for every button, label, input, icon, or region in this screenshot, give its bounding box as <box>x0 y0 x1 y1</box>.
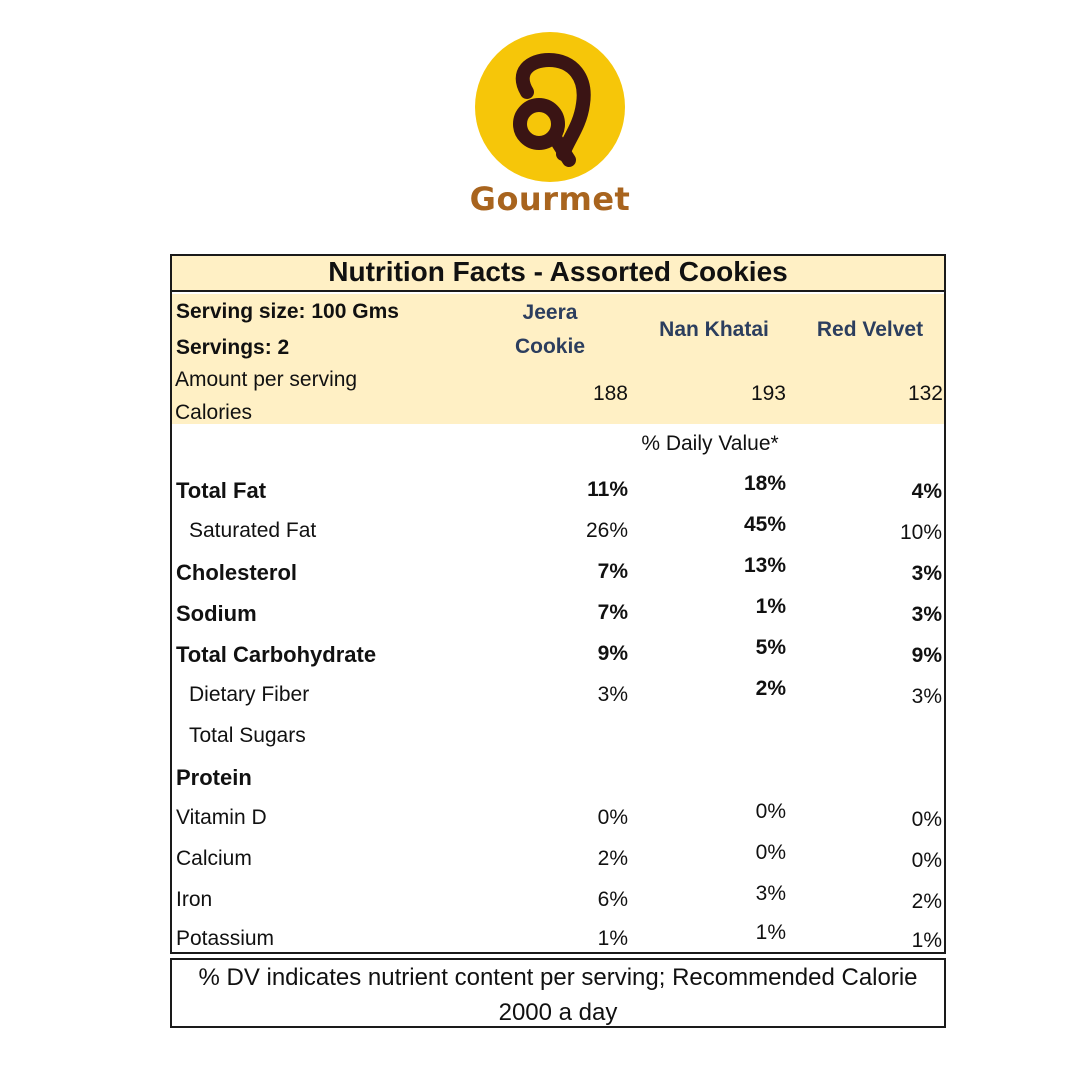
value-jeera: 3% <box>597 683 628 706</box>
value-red-velvet: 0% <box>911 808 942 831</box>
table-row <box>172 757 944 797</box>
nutrient-label: Vitamin D <box>176 806 267 829</box>
column-header-red-velvet: Red Velvet <box>816 318 924 341</box>
value-jeera: 7% <box>597 560 628 583</box>
amount-per-serving: Amount per serving <box>175 368 358 391</box>
daily-value-label: % Daily Value* <box>641 432 779 455</box>
value-nan-khatai: 3% <box>755 882 786 905</box>
nutrient-label: Total Fat <box>176 478 267 503</box>
value-nan-khatai: 18% <box>743 472 786 495</box>
value-jeera: 26% <box>585 519 628 542</box>
nutrient-label: Total Carbohydrate <box>176 642 377 667</box>
table-title: Nutrition Facts - Assorted Cookies <box>172 256 944 292</box>
value-red-velvet: 4% <box>911 480 942 503</box>
table-row <box>172 552 944 592</box>
footnote: % DV indicates nutrient content per serving; Recommended Calorie 2000 a day <box>170 958 946 1028</box>
nutrient-label: Iron <box>176 888 213 911</box>
value-nan-khatai: 0% <box>755 800 786 823</box>
column-header-jeera <box>490 296 610 364</box>
value-red-velvet: 2% <box>911 890 942 913</box>
calories-label: Calories <box>175 401 253 424</box>
calories-red-velvet: 132 <box>907 382 943 405</box>
value-jeera: 6% <box>597 888 628 911</box>
value-nan-khatai: 5% <box>755 636 786 659</box>
value-jeera: 2% <box>597 847 628 870</box>
table-row <box>172 511 944 551</box>
table-row <box>172 593 944 633</box>
table-row <box>172 798 944 838</box>
value-jeera: 0% <box>597 806 628 829</box>
table-row <box>172 634 944 674</box>
nutrient-label: Calcium <box>176 847 252 870</box>
value-jeera: 9% <box>597 642 628 665</box>
nutrient-label: Saturated Fat <box>189 519 317 542</box>
nutrient-label: Sodium <box>176 601 257 626</box>
nutrient-label: Protein <box>176 765 252 790</box>
value-red-velvet: 1% <box>911 929 942 952</box>
value-nan-khatai: 0% <box>755 841 786 864</box>
value-nan-khatai: 2% <box>755 677 786 700</box>
servings: Servings: 2 <box>176 336 290 359</box>
table-row <box>172 716 944 756</box>
nutrient-label: Total Sugars <box>189 724 306 747</box>
nutrient-label: Potassium <box>176 927 275 950</box>
value-nan-khatai: 45% <box>743 513 786 536</box>
value-jeera: 11% <box>587 478 628 501</box>
value-red-velvet: 9% <box>911 644 942 667</box>
value-jeera: 7% <box>597 601 628 624</box>
table-row <box>172 919 944 959</box>
value-nan-khatai: 13% <box>743 554 786 577</box>
table-row <box>172 839 944 879</box>
value-red-velvet: 3% <box>911 562 942 585</box>
value-red-velvet: 3% <box>911 603 942 626</box>
column-header-nan-khatai: Nan Khatai <box>659 318 769 341</box>
brand-logo <box>475 32 625 182</box>
table-row <box>172 675 944 715</box>
value-nan-khatai: 1% <box>755 921 786 944</box>
calories-nan-khatai: 193 <box>750 382 786 405</box>
value-nan-khatai: 1% <box>755 595 786 618</box>
serving-size: Serving size: 100 Gms <box>176 300 399 323</box>
brand-name: Gourmet <box>469 180 631 218</box>
calories-jeera: 188 <box>592 382 628 405</box>
nutrient-label: Cholesterol <box>176 560 298 585</box>
brand-logo-icon <box>475 32 625 182</box>
value-red-velvet: 10% <box>899 521 942 544</box>
value-jeera: 1% <box>597 927 628 950</box>
table-row <box>172 880 944 920</box>
value-red-velvet: 3% <box>911 685 942 708</box>
column-header-line: Jeera <box>522 301 578 324</box>
table-row <box>172 470 944 510</box>
column-header-line: Cookie <box>514 335 585 358</box>
nutrient-label: Dietary Fiber <box>189 683 310 706</box>
value-red-velvet: 0% <box>911 849 942 872</box>
